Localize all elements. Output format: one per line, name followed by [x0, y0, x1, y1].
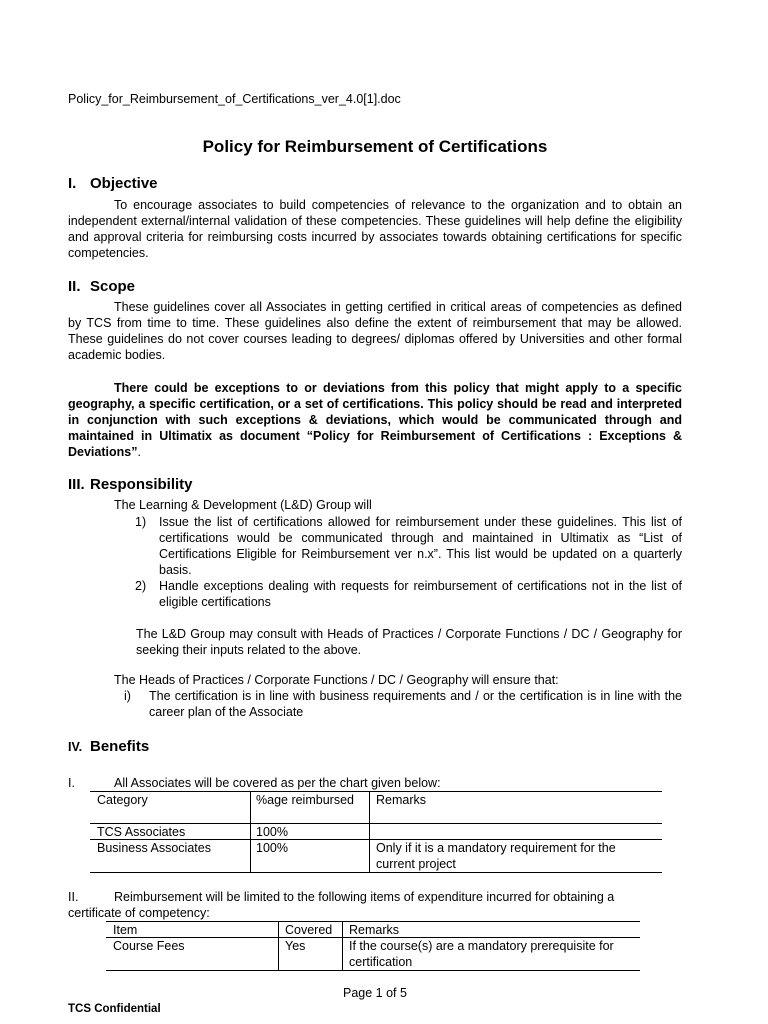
table-rule — [250, 791, 251, 872]
document-filename: Policy_for_Reimbursement_of_Certifications_ver_4.0[1].doc — [68, 92, 401, 106]
scope-text: These guidelines cover all Associates in getting certified in critical areas of competencies as defined by TCS from time to time. These guidelines also define the extent of reimbursement that may be allowed. These guidelines do not cover courses leading to degrees/ diplomas offered by Universities and other formal academic bodies. — [68, 300, 682, 362]
section-heading-scope — [68, 278, 135, 295]
table-rule — [90, 872, 662, 873]
section-title: Benefits — [90, 738, 150, 755]
section-title: Objective — [90, 175, 158, 192]
section-number: II. — [68, 278, 81, 295]
responsibility-intro: The Learning & Development (L&D) Group will — [114, 498, 372, 512]
list-item-number: 2) — [135, 579, 147, 593]
table-cell: 100% — [256, 841, 288, 855]
list-item — [114, 578, 682, 610]
table-cell: 100% — [256, 825, 288, 839]
list-item-text: Issue the list of certifications allowed for reimbursement under these guidelines. This list of certifications would be communicated through and maintained in Ultimatix as “List of Certifications Eligible for Reimbursement ver n.x”. This list would be updated on a quarterly basis. — [159, 515, 682, 577]
heads-item-text: The certification is in line with business requirements and / or the certification is in line with the career plan of the Associate — [149, 689, 682, 719]
table-header: Item — [113, 923, 138, 937]
heads-intro: The Heads of Practices / Corporate Functions / DC / Geography will ensure that: — [114, 673, 559, 687]
page-number: Page 1 of 5 — [343, 986, 407, 1000]
list-item-number: 1) — [135, 515, 147, 529]
table-header: %age reimbursed — [256, 793, 354, 807]
objective-paragraph — [68, 197, 682, 261]
table-header: Remarks — [376, 793, 427, 807]
section-number: IV. — [68, 740, 83, 754]
heads-item-number: i) — [124, 689, 131, 703]
section-heading-responsibility — [68, 476, 193, 493]
document-title: Policy for Reimbursement of Certifications — [202, 137, 548, 156]
benefits-point2-number: II. — [68, 890, 79, 904]
responsibility-list — [114, 514, 682, 610]
benefits-point1-text: All Associates will be covered as per the chart given below: — [114, 776, 441, 790]
section-number: III. — [68, 476, 85, 493]
list-item — [114, 514, 682, 578]
list-item-text: Handle exceptions dealing with requests for reimbursement of certifications not in the list of eligible certifications — [159, 579, 682, 609]
exceptions-period: . — [137, 445, 141, 459]
section-heading-objective — [68, 175, 158, 192]
confidential-label: TCS Confidential — [68, 1003, 161, 1015]
table-header: Covered — [285, 923, 333, 937]
table-cell: Course Fees — [113, 939, 185, 953]
table-header: Remarks — [349, 923, 400, 937]
table-cell: Yes — [285, 939, 306, 953]
table-cell: TCS Associates — [97, 825, 186, 839]
section-title: Scope — [90, 278, 136, 295]
section-title: Responsibility — [90, 476, 193, 493]
table-header: Category — [97, 793, 148, 807]
table-rule — [106, 970, 640, 971]
section-heading-benefits — [68, 738, 149, 755]
table-cell: Only if it is a mandatory requirement for the current project — [376, 841, 616, 871]
exceptions-paragraph — [68, 380, 682, 460]
objective-text: To encourage associates to build competencies of relevance to the organization and to obtain an independent external/internal validation of these competencies. These guidelines will help define the eligibility and approval criteria for reimbursing costs incurred by associates towards obtaining certifications for specific competencies. — [68, 198, 682, 260]
section-number: I. — [68, 175, 77, 192]
table-rule — [342, 921, 343, 970]
scope-paragraph — [68, 299, 682, 363]
consult-paragraph: The L&D Group may consult with Heads of Practices / Corporate Functions / DC / Geography for seeking their inputs related to the above. — [136, 627, 682, 657]
table-cell: Business Associates — [97, 841, 211, 855]
benefits-point1-number: I. — [68, 776, 75, 790]
table-rule — [278, 921, 279, 970]
table-rule — [369, 791, 370, 872]
exceptions-text: There could be exceptions to or deviations from this policy that might apply to a specific geography, a specific certification, or a set of certifications. This policy should be read and interpreted in conjunction with such exceptions & deviations, which would be communicated through and maintained in Ultimatix as document “Policy for Reimbursement of Certifications : Exceptions & Deviations” — [68, 381, 682, 459]
table-cell: If the course(s) are a mandatory prerequisite for certification — [349, 939, 614, 969]
benefits-point2-text: Reimbursement will be limited to the following items of expenditure incurred for obtaining a certificate of competency: — [68, 890, 615, 920]
